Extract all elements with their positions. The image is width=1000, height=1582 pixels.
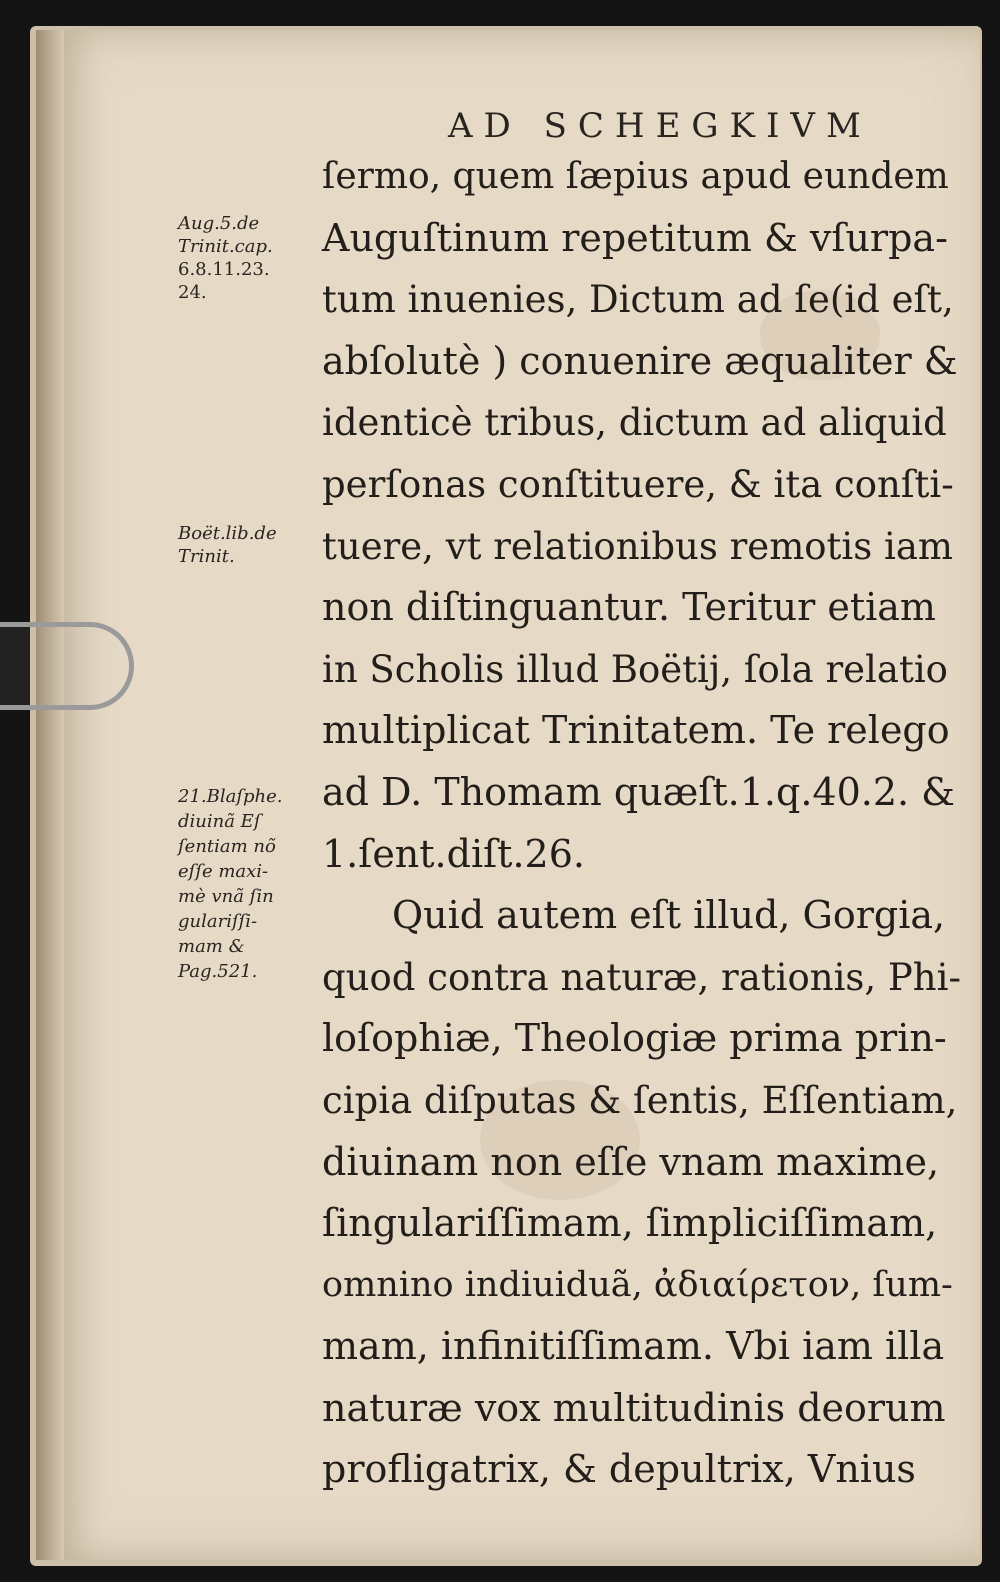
page-gutter	[36, 30, 64, 1560]
main-text	[322, 146, 962, 1501]
margin-note-line: diuinã Eſ	[178, 811, 261, 832]
margin-note-blasphemy	[178, 784, 318, 984]
margin-note-line: Pag.521.	[178, 961, 258, 982]
margin-note-line: 21.Blaſphe.	[178, 786, 283, 807]
margin-note-line: mè vnã ſin	[178, 886, 274, 907]
text-line: omnino indiuiduã, ἀδιαίρετον, ſum-	[322, 1264, 953, 1305]
text-line: ſermo, quem ſæpius apud eundem	[322, 156, 949, 197]
margin-note-line: Boët.lib.de	[178, 523, 277, 544]
running-title: AD SCHEGKIVM	[448, 106, 872, 146]
text-line: non diſtinguantur. Teritur etiam	[322, 585, 936, 630]
margin-note-line: eſſe maxi-	[178, 861, 269, 882]
text-line: Auguſtinum repetitum & vſurpa-	[322, 215, 948, 260]
page-clip	[0, 622, 134, 710]
margin-note-line: Trinit.	[178, 546, 235, 567]
text-line: naturæ vox multitudinis deorum	[322, 1385, 946, 1430]
text-line: tum inuenies, Dictum ad ſe(id eſt,	[322, 278, 954, 322]
paragraph-start-line: Quid autem eſt illud, Gorgia,	[392, 893, 946, 938]
margin-note-line: gulariſſi-	[178, 911, 258, 932]
text-line: mam, infinitiſſimam. Vbi iam illa	[322, 1324, 945, 1369]
text-line: 1.ſent.diſt.26.	[322, 831, 585, 876]
text-line: ſingulariſſimam, ſimpliciſſimam,	[322, 1201, 938, 1246]
text-line: tuere, vt relationibus remotis iam	[322, 524, 953, 568]
margin-note-line: Trinit.cap.	[178, 236, 273, 257]
text-line: ad D. Thomam quæſt.1.q.40.2. &	[322, 769, 956, 814]
text-line: profligatrix, & depultrix, Vnius	[322, 1447, 916, 1492]
text-line: quod contra naturæ, rationis, Phi-	[322, 955, 961, 999]
margin-note-augustine	[178, 212, 318, 304]
text-line: perſonas conſtituere, & ita conſti-	[322, 462, 954, 506]
margin-note-boethius	[178, 522, 318, 568]
text-line: cipia diſputas & ſentis, Eſſentiam,	[322, 1078, 958, 1122]
margin-note-line: mam &	[178, 936, 245, 957]
text-line: multiplicat Trinitatem. Te relego	[322, 708, 950, 753]
margin-note-line: 24.	[178, 282, 207, 303]
text-line: abſolutè ) conuenire æqualiter &	[322, 338, 958, 383]
margin-note-line: Aug.5.de	[178, 213, 260, 234]
text-line: loſophiæ, Theologiæ prima prin-	[322, 1016, 947, 1061]
text-line: in Scholis illud Boëtij, ſola relatio	[322, 647, 948, 691]
text-line: identicè tribus, dictum ad aliquid	[322, 401, 947, 445]
text-line: diuinam non eſſe vnam maxime,	[322, 1139, 940, 1184]
margin-note-line: 6.8.11.23.	[178, 259, 270, 280]
margin-note-line: ſentiam nõ	[178, 836, 276, 857]
